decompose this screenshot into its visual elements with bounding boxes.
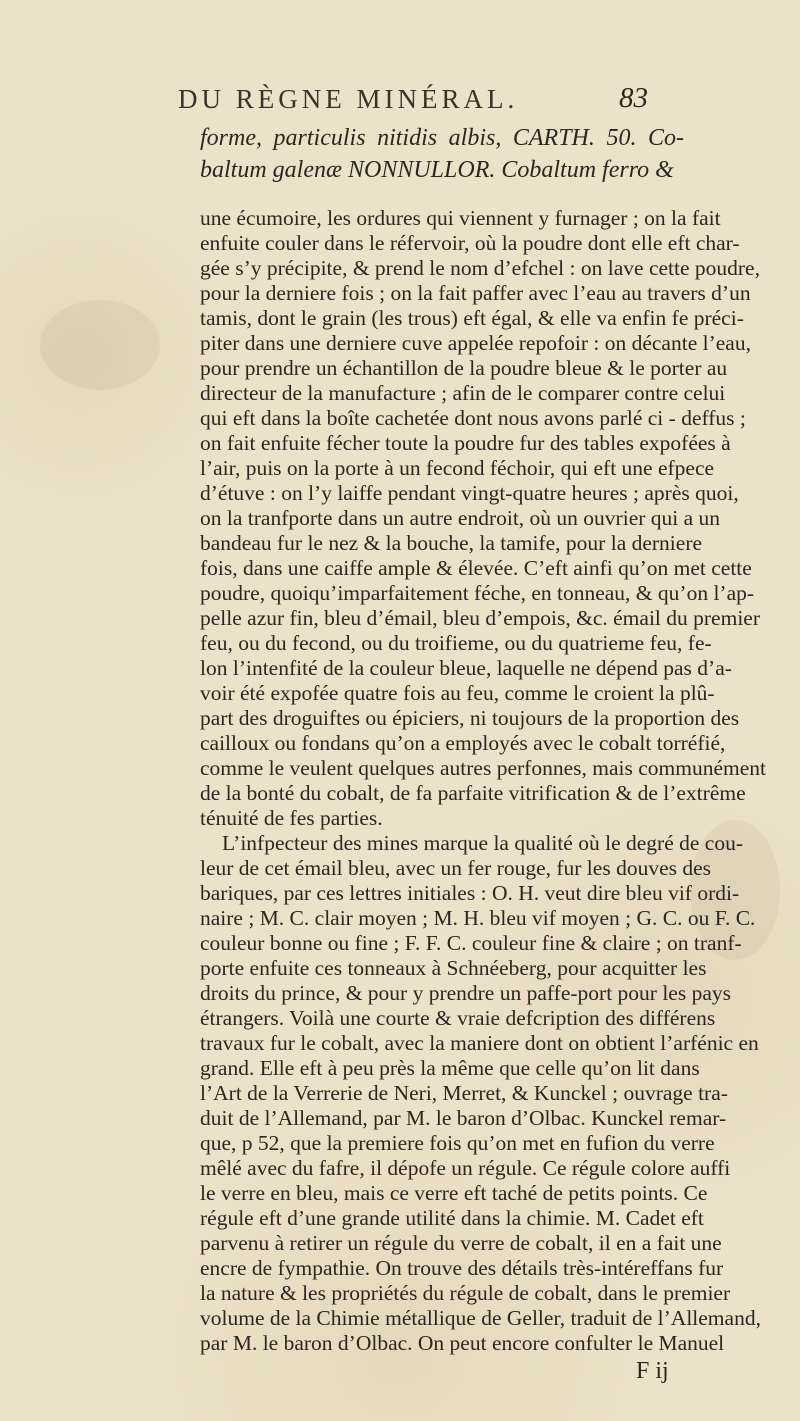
text-line: étrangers. Voilà une courte & vraie defcription des différens	[200, 1006, 716, 1030]
text-line: bariques, par ces lettres initiales : O. H. veut dire bleu vif ordi-	[200, 881, 740, 905]
text-line: enfuite couler dans le réfervoir, où la poudre dont elle eft char-	[200, 231, 740, 255]
text-line: voir été expofée quatre fois au feu, comme le croient la plû-	[200, 681, 715, 705]
text-line: pelle azur fin, bleu d’émail, bleu d’empois, &c. émail du premier	[200, 606, 760, 630]
text-line: volume de la Chimie métallique de Geller, traduit de l’Allemand,	[200, 1306, 761, 1330]
running-head	[178, 84, 648, 118]
signature-mark: F ij	[636, 1358, 669, 1384]
page-number: 83	[619, 82, 648, 114]
text-line: une écumoire, les ordures qui viennent y furnager ; on la fait	[200, 206, 721, 230]
text-line: pour prendre un échantillon de la poudre bleue & le porter au	[200, 356, 728, 380]
text-line: on fait enfuite fécher toute la poudre fur des tables expofées à	[200, 431, 731, 455]
text-line: de la bonté du cobalt, de fa parfaite vitrification & de l’extrême	[200, 781, 746, 805]
text-line: poudre, quoiqu’imparfaitement féche, en tonneau, & qu’on l’ap-	[200, 581, 755, 605]
text-line: l’Art de la Verrerie de Neri, Merret, & Kunckel ; ouvrage tra-	[200, 1081, 728, 1105]
text-line: tamis, dont le grain (les trous) eft égal, & elle va enfin fe préci-	[200, 306, 744, 330]
text-line: travaux fur le cobalt, avec la maniere dont on obtient l’arfénic en	[200, 1031, 759, 1055]
paper-stain	[40, 300, 160, 390]
text-line: d’étuve : on l’y laiffe pendant vingt-quatre heures ; après quoi,	[200, 481, 739, 505]
text-line: par M. le baron d’Olbac. On peut encore confulter le Manuel	[200, 1331, 725, 1355]
text-line: qui eft dans la boîte cachetée dont nous avons parlé ci - deffus ;	[200, 406, 746, 430]
text-line: baltum galenæ NONNULLOR. Cobaltum ferro &	[200, 157, 674, 183]
text-line: bandeau fur le nez & la bouche, la tamife, pour la derniere	[200, 531, 703, 555]
text-line: couleur bonne ou fine ; F. F. C. couleur fine & claire ; on tranf-	[200, 931, 742, 955]
text-line: ténuité de fes parties.	[200, 806, 383, 830]
text-line: parvenu à retirer un régule du verre de cobalt, il en a fait une	[200, 1231, 722, 1255]
text-line: forme, particulis nitidis albis, CARTH. 50. Co-	[200, 125, 684, 151]
text-line: feu, ou du fecond, ou du troifieme, ou du quatrieme feu, fe-	[200, 631, 712, 655]
text-line: directeur de la manufacture ; afin de le comparer contre celui	[200, 381, 726, 405]
text-line: le verre en bleu, mais ce verre eft taché de petits points. Ce	[200, 1181, 708, 1205]
text-line: la nature & les propriétés du régule de cobalt, dans le premier	[200, 1281, 731, 1305]
text-line: L’infpecteur des mines marque la qualité où le degré de cou-	[222, 831, 743, 855]
text-line: que, p 52, que la premiere fois qu’on met en fufion du verre	[200, 1131, 715, 1155]
text-line: grand. Elle eft à peu près la même que celle qu’on lit dans	[200, 1056, 700, 1080]
text-line: part des droguiftes ou épiciers, ni toujours de la proportion des	[200, 706, 740, 730]
text-line: on la tranfporte dans un autre endroit, où un ouvrier qui a un	[200, 506, 721, 530]
text-line: piter dans une derniere cuve appelée repofoir : on décante l’eau,	[200, 331, 751, 355]
text-line: duit de l’Allemand, par M. le baron d’Olbac. Kunckel remar-	[200, 1106, 727, 1130]
text-line: fois, dans une caiffe ample & élevée. C’eft ainfi qu’on met cette	[200, 556, 752, 580]
text-line: l’air, puis on la porte à un fecond féchoir, qui eft une efpece	[200, 456, 715, 480]
text-line: porte enfuite ces tonneaux à Schnéeberg, pour acquitter les	[200, 956, 707, 980]
running-title: DU RÈGNE MINÉRAL.	[178, 84, 519, 114]
text-line: régule eft d’une grande utilité dans la chimie. M. Cadet eft	[200, 1206, 704, 1230]
text-line: pour la derniere fois ; on la fait paffer avec l’eau au travers d’un	[200, 281, 751, 305]
text-line: lon l’intenfité de la couleur bleue, laquelle ne dépend pas d’a-	[200, 656, 732, 680]
text-line: naire ; M. C. clair moyen ; M. H. bleu vif moyen ; G. C. ou F. C.	[200, 906, 756, 930]
text-line: gée s’y précipite, & prend le nom d’efchel : on lave cette poudre,	[200, 256, 760, 280]
text-line: droits du prince, & pour y prendre un paffe-port pour les pays	[200, 981, 731, 1005]
text-line: leur de cet émail bleu, avec un fer rouge, fur les douves des	[200, 856, 712, 880]
text-line: encre de fympathie. On trouve des détails très-intéreffans fur	[200, 1256, 724, 1280]
text-line: mêlé avec du fafre, il dépofe un régule. Ce régule colore auffi	[200, 1156, 731, 1180]
text-line: cailloux ou fondans qu’on a employés avec le cobalt torréfié,	[200, 731, 726, 755]
text-line: comme le veulent quelques autres perfonnes, mais communément	[200, 756, 766, 780]
